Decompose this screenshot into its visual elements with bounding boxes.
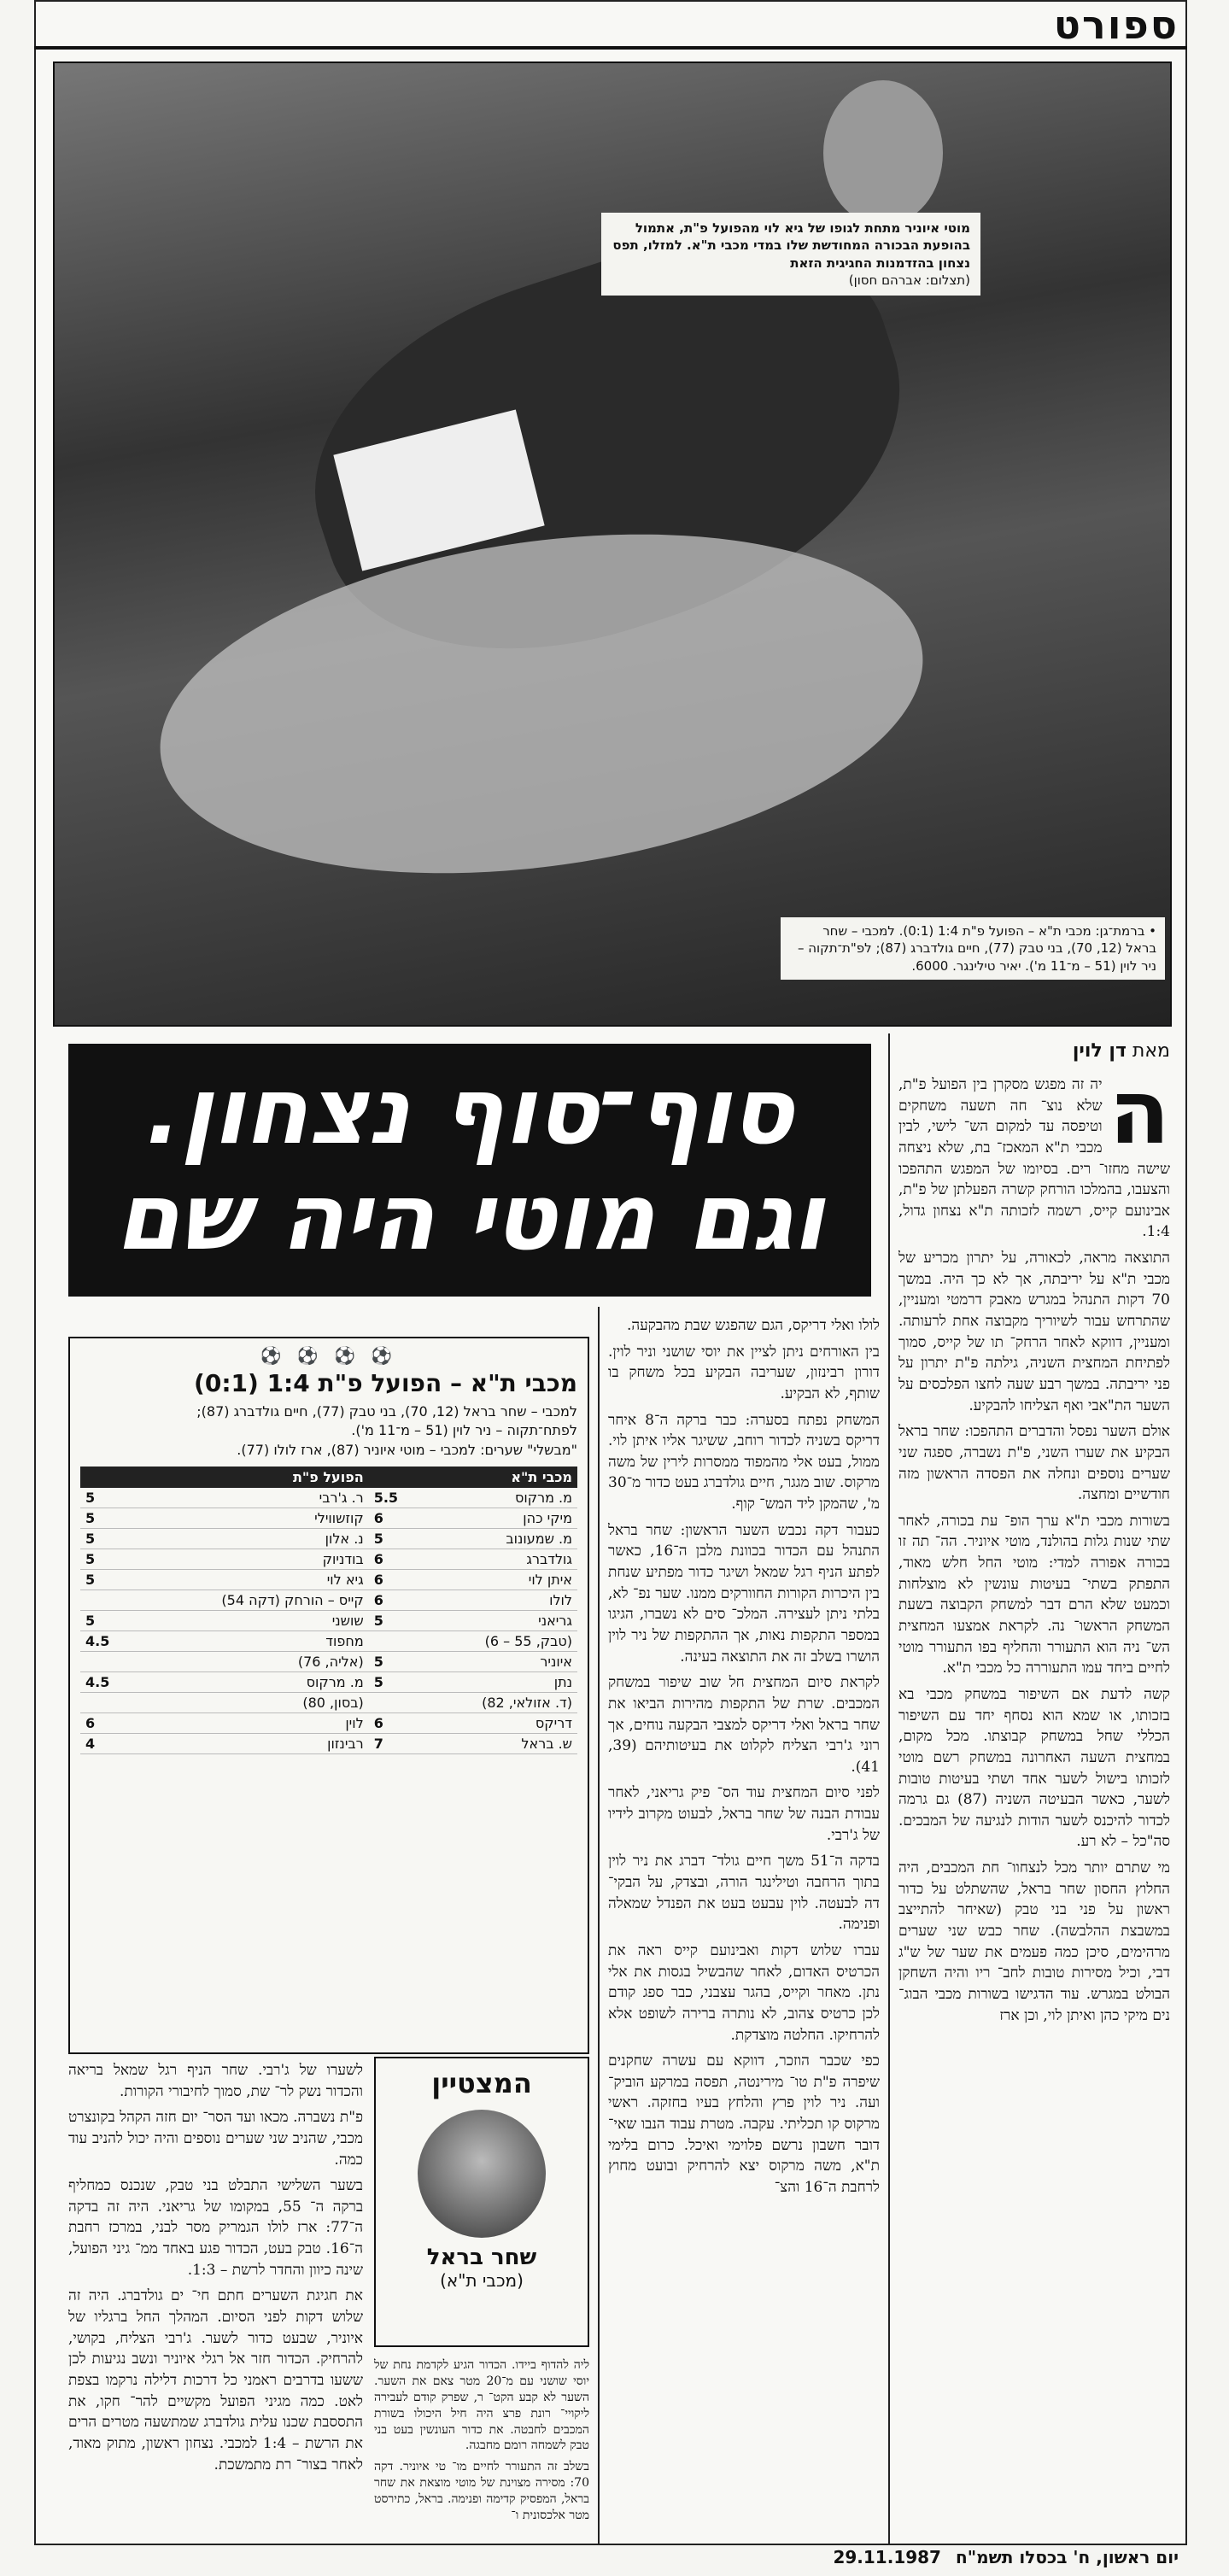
- away-player-name: נ. אלון: [133, 1529, 369, 1549]
- away-player-rating: 5: [80, 1611, 133, 1631]
- footer-date: 29.11.1987: [833, 2547, 941, 2567]
- masthead: [34, 0, 1187, 50]
- section-title: ספורט: [1053, 2, 1179, 48]
- photo-credit: (תצלום: אברהם חסון): [848, 272, 970, 288]
- byline-prefix: מאת: [1132, 1040, 1170, 1062]
- stats-title: מכבי ת"א – הפועל פ"ת 1:4 (0:1): [194, 1369, 577, 1397]
- home-player-name: גולדברג: [422, 1549, 577, 1570]
- away-player-name: שושני: [133, 1611, 369, 1631]
- photo-caption: [601, 213, 980, 296]
- article-column-left: [68, 2060, 363, 2480]
- paragraph: התוצאה מראה, לכאורה, על יתרון מכריע של מכבי ת"א על יריבתה, אך לא כך היה. במשך 70 דקות התנהל במגרש מאבק דרמטי ומעניין, שהתרחש עבור לשיוריך מקבוצה אחת לרעותה. ומעניין, דווקא לאחר הרחק־ תו של קייס, סמוך לפתיחת המחצית השניה, גילתה פ"ת יתרון על פני יריבתה. במשך רבע שעה לחצו הפלכסים על השער הת"אבי ואף הצליחו להבקיע.: [898, 1250, 1170, 1414]
- table-row: [80, 1672, 577, 1693]
- table-row: [80, 1631, 577, 1652]
- table-row: [80, 1570, 577, 1590]
- paragraph: לולו ואלי דריקס, הגם שהפגש שבת מהבקעה.: [626, 1317, 880, 1334]
- table-row: [80, 1652, 577, 1672]
- home-player-name: מיקי כהן: [422, 1508, 577, 1529]
- table-row: [80, 1549, 577, 1570]
- paragraph: עברו שלוש דקות ואבינועם קייס ראה את הכרטיס האדום, לאחר שהבשיל בגסות את אלי נתן. מאחר וקייס, בהגר עצבני, כבר ספג קודם לכן כרטיס צהוב, לא נותרה ברירה לשופט אלא להרחיקו. החלטה מוצדקת.: [608, 1941, 880, 2044]
- player-of-match-box: [374, 2057, 589, 2347]
- paragraph: לקראת סיום המחצית חל שוב שיפור במשחק המכבים. שרת של התקפות מהירות הביאו את שחר בראל ואלי דריקס למצבי הבקעה נוחים, אך רוני ג'רבי הצליח לקלוט את בעיטותיהם (39, 41).: [608, 1674, 880, 1776]
- away-player-name: (בסון, 80): [133, 1693, 369, 1713]
- photo-player-bottom: [138, 489, 945, 918]
- home-player-name: לולו: [422, 1590, 577, 1611]
- away-player-rating: [80, 1693, 133, 1713]
- home-player-rating: 6: [369, 1590, 422, 1611]
- paragraph: את חגיגת השערים חתם חי־ ים גולדברג. היה זה שלוש דקות לפני הסיום. המהלך החל ברגליו של איוניר, שבעט כדור לשער. ג'רבי הצליח, בקושי, להרחיק. הכדור חזר אל רגלי איוניר ונשב נגיעות לכן ששעו בדרבים ראמני כל דרכות דלילה נרקמו בצפת לאט. כמה מגיני הפועל מקשיים להר־ חקו, את התססבת שכנו עלית גולדברג שמתשעה מטרים הרים את הרשת – 1:4 למכבי. נצחון ראשון, מתוק מאוד, לאחר בצור־ רת מתמשכת.: [68, 2287, 363, 2474]
- home-player-name: גריאני: [422, 1611, 577, 1631]
- home-player-name: איוניר: [422, 1652, 577, 1672]
- table-row: [80, 1713, 577, 1734]
- home-player-rating: 6: [369, 1549, 422, 1570]
- paragraph: אולם השער נפסל והדברים התהפכו: שחר בראל הבקיע את שערו השני, פ"ת נשברה, ספגה שני שערים נוספים ונחלה את הפסדה הראשון מזה חודשיים ומחצה.: [898, 1423, 1170, 1504]
- table-row: [80, 1590, 577, 1611]
- home-player-rating: 5: [369, 1672, 422, 1693]
- stats-scorers-home: למכבי – שחר בראל (12, 70), בני טבק (77), חיים גולדברג (87);: [196, 1403, 577, 1420]
- paragraph: בשער השלישי התבלט בני טבק, שנכנס כמחליף ברקה ה־ 55, במקומו של גריאני. היה זה בדקה ה־77: ארז לולו הגמריק מסר לבני, במרכז רחבת ה־16. טבק בעט, הכדור פגע באחד ממ־ גיני הפועל, שינה כיוון והחדר לרשת – 1:3.: [68, 2177, 364, 2279]
- away-player-name: מחפוד: [133, 1631, 369, 1652]
- headline: [68, 1044, 871, 1297]
- away-player-name: ר. ג'רבי: [133, 1488, 369, 1508]
- column-divider: [888, 1033, 890, 2545]
- home-player-rating: 7: [369, 1734, 422, 1754]
- paragraph: בשלב זה התעורר לחיים מו־ טי איוניר. דקה 70: מסירה מצוינת של מוטי מוצאת את שחר בראל, המפסיק קדימה ופנימה. בראל, כתירסט מטר אלכסונית ו־: [374, 2460, 589, 2523]
- away-player-name: מ. מרקוס: [133, 1672, 369, 1693]
- away-player-rating: 5: [80, 1508, 133, 1529]
- paragraph: כעבור דקה נכבש השער הראשון: שחר בראל התנהל עם הכדור בכוונת מלבן ה־16, כאשר לפתע הניף רגל שמאל ושיגר כדור מפתיע שנחת בין היכרות הקורות החוורקים ממנו. שער נפ־ לא, בלתי ניתן לעצירה. המלכ־ סים לא נשברו, הגיגו במספר התקפות נאות, אך ההתקפות של ניר לוין הושרו בשלב זה את התוצאה בעינה.: [608, 1521, 880, 1666]
- away-player-rating: 5: [80, 1488, 133, 1508]
- away-player-name: קוזשווילי: [133, 1508, 369, 1529]
- result-caption: • ברמת־גן: מכבי ת"א – הפועל פ"ת 1:4 (0:1). למכבי – שחר בראל (12, 70), בני טבק (77), חיים גולדברג (87); לפ"ת־תקוה – ניר לוין (51 – מ־11 מ'). יאיר טילינגר. 6000.: [781, 917, 1165, 980]
- paragraph: המשחק נפתח בסערה: כבר ברקה ה־8 איחר דריקס בשניה לכדור רוחב, ששיגר אליו איתן לוי. ממול, בעט אלי מהמפוד ממסרות לירין של משה מרקוס. שוב מגגר, חיים גולדברג בעט כדור מ־30 מ', שהמקן ליד המש־ קוף.: [608, 1411, 880, 1513]
- stats-assists: "מבשלי" שערים: למכבי – מוטי איוניר (87), ארז לולו (77).: [237, 1441, 577, 1458]
- mvp-name: שחר בראל: [426, 2245, 537, 2270]
- paragraph: כפי שכבר הוזכר, דווקא עם עשרה שחקנים שיפרה פ"ת טו־ מירינטה, תפסה במרקע הוביק־ ועה. ניר לוין פרץ והלחץ בעיו בחזקה. ראשי מרקוס קו תכליתי. עקבה. מטרת עבוד הנבו שאי־ דובר חשבון נרשם פלוימי ואיכל. כרום בלימי ת"א, משה מרקוס יצא להרחיק ובועט מחוץ לרחבת ה־16 והצ־: [608, 2052, 880, 2196]
- article-column-right: [898, 1060, 1171, 2031]
- home-player-name: מ. מרקוס: [422, 1488, 577, 1508]
- away-player-name: בודניוק: [133, 1549, 369, 1570]
- dropcap: ה: [1109, 1060, 1170, 1164]
- home-player-name: ש. בראל: [422, 1734, 577, 1754]
- match-stats-box: [68, 1337, 589, 2054]
- home-player-name: מ. שמעונוב: [422, 1529, 577, 1549]
- paragraph: לפני סיום המחצית עוד הס־ פיק גריאני, לאחר עבודת הבנה של שחר בראל, לבעוט מקרוב לידיו של ג'רבי.: [608, 1784, 880, 1844]
- footer-hebrew-date: יום ראשון, ח' בכסלו תשמ"ח: [955, 2547, 1179, 2567]
- table-row: [80, 1734, 577, 1754]
- away-player-rating: [80, 1590, 133, 1611]
- away-player-name: לוין: [133, 1713, 369, 1734]
- home-player-name: איתן לוי: [422, 1570, 577, 1590]
- table-row: [80, 1508, 577, 1529]
- away-player-name: (אליה, 76): [133, 1652, 369, 1672]
- table-row: [80, 1529, 577, 1549]
- paragraph: יה זה מפגש מסקרן בין הפועל פ"ת, שלא נוצ־ חה תשעה משחקים וטיפסה עד למקום הש־ לישי, לבין מכבי ת"א המאכז־ בת, שלא ניצחה שישה מחזו־ רים. בסיומו של המפגש התהפכו והצעבו, בהמלכו הורחק קשרה הפעלתן של פ"ת, אבינועם קייס, רשמה לזכותה ת"א נצחון גדול, 1:4.: [898, 1076, 1170, 1241]
- away-player-rating: 5: [80, 1549, 133, 1570]
- home-player-rating: 6: [369, 1508, 422, 1529]
- home-player-rating: [369, 1693, 422, 1713]
- home-player-rating: 6: [369, 1570, 422, 1590]
- column-divider: [598, 1307, 600, 2545]
- home-player-name: נתן: [422, 1672, 577, 1693]
- stats-scorers-away: לפתח־תקוה – ניר לוין (51 – מ־11 מ').: [351, 1422, 577, 1439]
- away-player-rating: 5: [80, 1529, 133, 1549]
- home-player-rating: 6: [369, 1713, 422, 1734]
- article-column-inner-left: [374, 2357, 589, 2529]
- home-player-name: (טבק, 55 – 6): [422, 1631, 577, 1652]
- away-player-rating: 6: [80, 1713, 133, 1734]
- away-player-rating: 5: [80, 1570, 133, 1590]
- home-team-header: מכבי ת"א: [369, 1467, 577, 1488]
- page-footer: [34, 2547, 1187, 2573]
- paragraph: מי שתרם יותר מכל לנצחוו־ חת המכבים, היה החלוץ החסון שחר בראל, שהשתלט על כדור ראשון על פני בני טבק (שאיחר להתייצב במשבצת ההלבשה). שחר כבש שני שערים מרהימים, סיכן כמה פעמים את שער של ש"ג דבי, וכיל מסירות טובות לחב־ ריו והיה השחקן הבולט במגרש. עוד הדגישו בשורות מכבי הבוג־ נים מיקי כהן ואיתן לוי, וכן ארז: [898, 1859, 1170, 2024]
- home-player-rating: 5: [369, 1611, 422, 1631]
- soccer-ball-icon: ⚽ ⚽ ⚽ ⚽: [260, 1345, 398, 1366]
- headline-line-2: וגם מוטי היה שם: [115, 1164, 824, 1272]
- home-player-name: דריקס: [422, 1713, 577, 1734]
- paragraph: בדקה ה־51 משך חיים גולד־ דברג את ניר לוין בתוך הרחבה וטילינגר הורה, ובצדק, על הבקי־ דה לבעטה. לוין עבעט בעט את הפנדל שמאלה ופנימה.: [608, 1853, 880, 1934]
- paragraph: בין האורחים ניתן לציין את יוסי שושני וניר לוין. דורון רבינזון, שעריבה הבקיע בכל משחק בו שותף, לא הבקיע.: [608, 1343, 880, 1402]
- away-player-rating: 4.5: [80, 1631, 133, 1652]
- match-photo: [53, 61, 1172, 1027]
- byline: [897, 1040, 1170, 1062]
- headline-line-1: סוף־סוף נצחון.: [146, 1058, 793, 1165]
- paragraph: בשורות מכבי ת"א ערך הופ־ עת בכורה, לאחר שתי שנות גלות בהולנד, מוטי איוניר. הה־ תה זו בכורה אפורה למדי: מוטי החל חלש מאוד, התפתק בשתי־ בעיטות עונשין לא מוצלחות וכמעט שלא הרם דבר למשחק הקבוצה בשעת המשחק הראשו־ נה. לקראת אמצעו המחצית הש־ ניה הוא התעורר והחליף בפו התעורר מוטי לחיים ביחד עמו התעוררה כל מכבי ת"א.: [898, 1512, 1170, 1677]
- article-column-middle: [608, 1315, 880, 2204]
- home-player-rating: 5: [369, 1529, 422, 1549]
- home-player-rating: 5.5: [369, 1488, 422, 1508]
- away-player-name: רבינזון: [133, 1734, 369, 1754]
- table-row: [80, 1488, 577, 1508]
- paragraph: ליה להדוף ביידו. הכדור הגיע לקדמת נחת של יוסי שושני עם מ־20 מטר צאם את השער. השער לא קבע הקט־ ר, שפרק קודם לעבירה ליקויי־ רונת פרצ היה חיל היכולו בשורת המכבים לחבטה. את כדור העונשין בעט בני טבק לשמחה רומם מחבגה.: [374, 2358, 590, 2453]
- mvp-title: המצטיין: [431, 2067, 532, 2099]
- table-row: [80, 1611, 577, 1631]
- away-team-header: הפועל פ"ת: [80, 1467, 369, 1488]
- away-player-name: קייס – הורחק (דקה 54): [133, 1590, 369, 1611]
- home-player-rating: 5: [369, 1652, 422, 1672]
- paragraph: לשערו של ג'רבי. שחר הניף רגל שמאל בריאה והכדור נשק לר־ שת, סמוך לחיבורי הקורות.: [68, 2062, 363, 2100]
- player-ratings-table: [80, 1467, 577, 1754]
- home-player-name: (ד. אזולאי, 82): [422, 1693, 577, 1713]
- away-player-rating: [80, 1652, 133, 1672]
- paragraph: פ"ת נשברה. מכאו ועד הסר־ יום חזה הקהל בקונצרט מכבי, שהניב שני שערים נוספים והיה יכול להניב עוד כמה.: [68, 2109, 363, 2169]
- photo-caption-text: מוטי איוניר מתחת לגופו של גיא לוי מהפועל פ"ת, אתמול בהופעת הבכורה המחודשת שלו במדי מכבי ת"א. למזלו, תפס נצחון בהזדמנות החגיגית הזאת: [612, 220, 970, 271]
- away-player-name: גיא לוי: [133, 1570, 369, 1590]
- mvp-club: (מכבי ת"א): [440, 2270, 524, 2291]
- paragraph: קשה לדעת אם השיפור במשחק מכבי בא בזכותו, או שמא הוא נסחף יחד עם השיפור הכללי שחל במשחק קבוצתו. מכל מקום, במחצית השעה האחרונה במשחק רשם מוטי לזכותו בישול לשער אחד ושתי בעיטות טובות לשער, כאשר הבעיטה השניה (87) גם גרמה לכדור להיכנס לשער הודות לנגיעה של המבכים. סה"כל – לא רע.: [898, 1685, 1171, 1851]
- byline-author: דן לוין: [1072, 1040, 1127, 1062]
- mvp-photo: [418, 2110, 546, 2238]
- table-row: [80, 1693, 577, 1713]
- away-player-rating: 4.5: [80, 1672, 133, 1693]
- away-player-rating: 4: [80, 1734, 133, 1754]
- photo-spectator: [823, 80, 943, 225]
- home-player-rating: [369, 1631, 422, 1652]
